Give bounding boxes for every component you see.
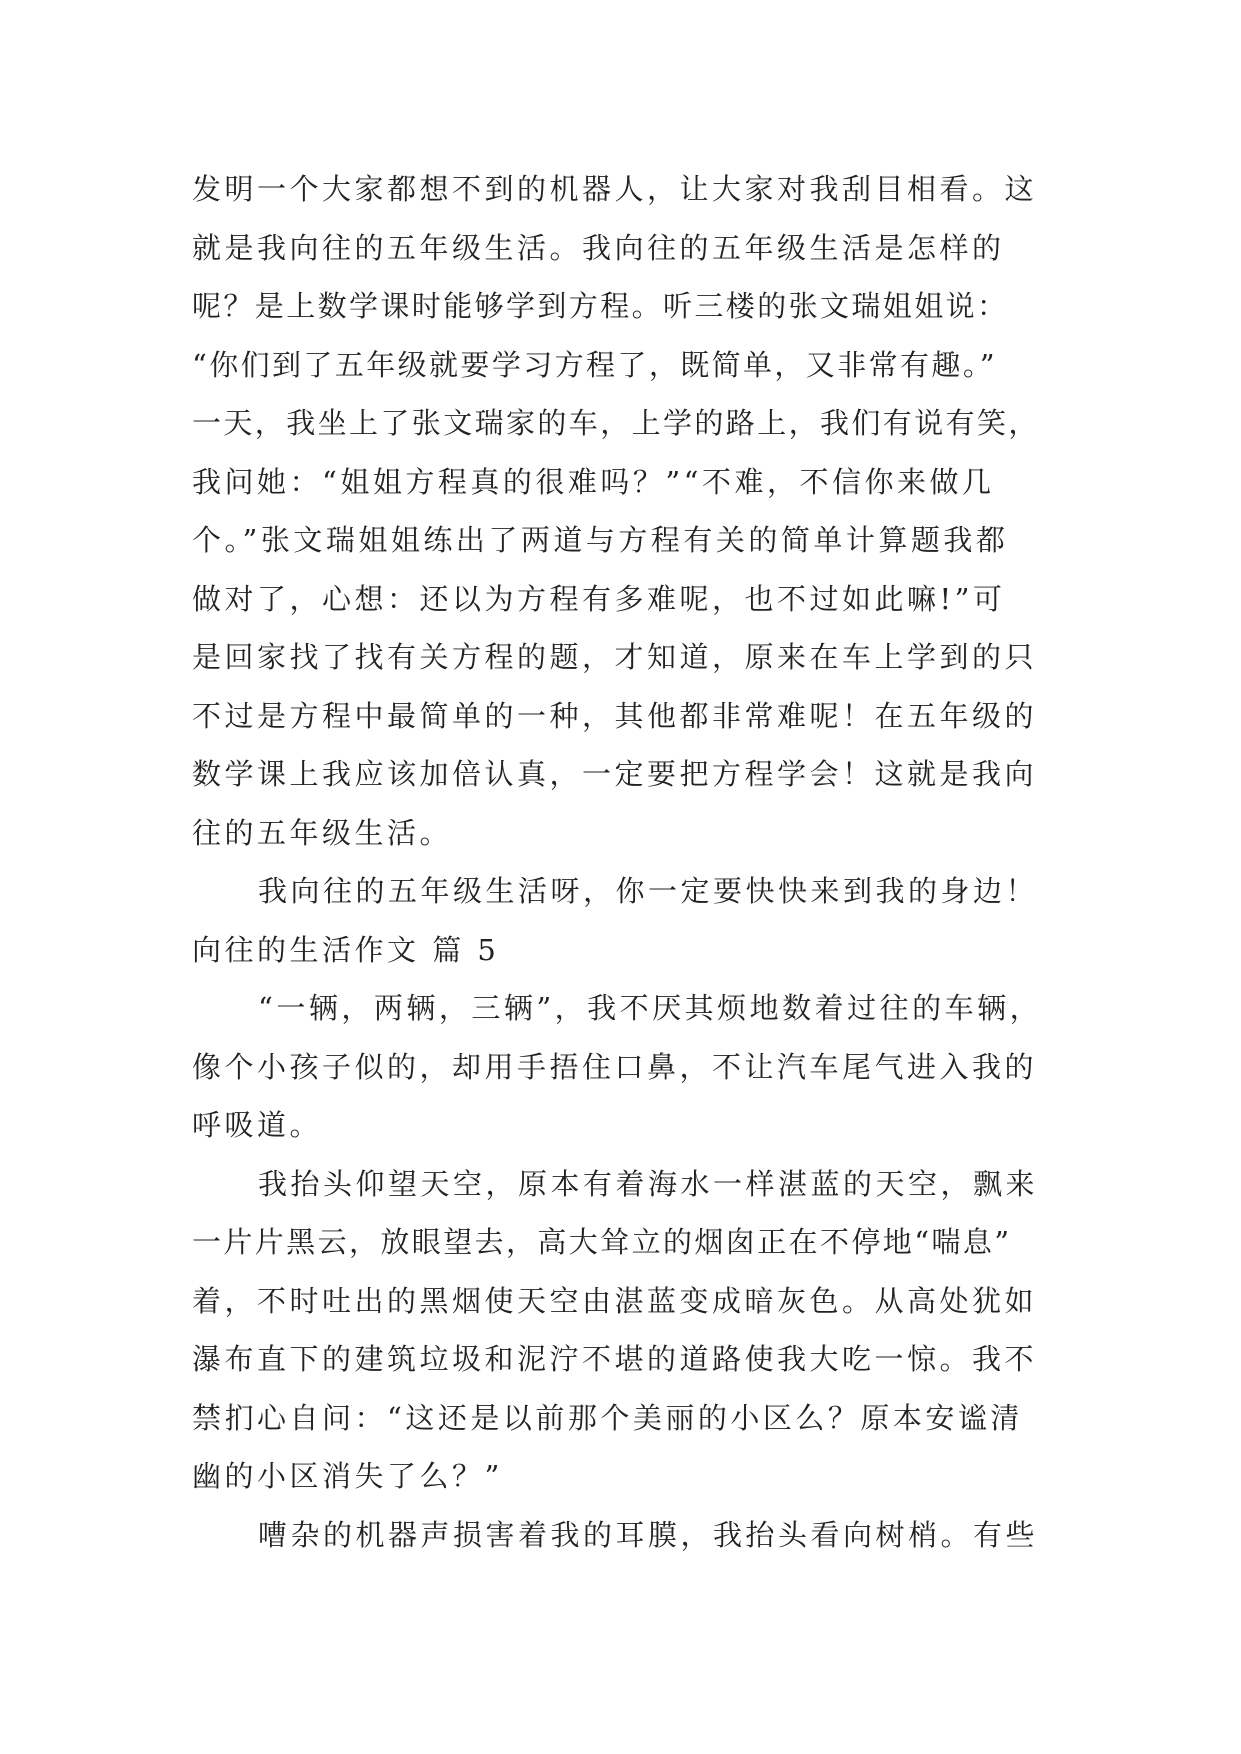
text-line: 一天，我坐上了张文瑞家的车，上学的路上，我们有说有笑，: [192, 406, 1040, 440]
text-line: “你们到了五年级就要学习方程了，既简单，又非常有趣。”: [192, 347, 997, 382]
text-line: 做对了，心想：还以为方程有多难呢，也不过如此嘛!”可: [192, 581, 1006, 616]
paragraph-first-line: 我抬头仰望天空，原本有着海水一样湛蓝的天空，飘来: [258, 1166, 1039, 1201]
text-line: 个。”张文瑞姐姐练出了两道与方程有关的简单计算题我都: [192, 523, 1009, 557]
text-line: 呼吸道。: [192, 1108, 323, 1142]
text-line: 像个小孩子似的，却用手捂住口鼻，不让汽车尾气进入我的: [192, 1049, 1038, 1084]
paragraph-first-line: “一辆，两辆，三辆”，我不厌其烦地数着过往的车辆，: [258, 991, 1043, 1025]
text-line: 一片片黑云，放眼望去，高大耸立的烟囱正在不停地“喘息”: [192, 1225, 1012, 1259]
text-line: 瀑布直下的建筑垃圾和泥泞不堪的道路使我大吃一惊。我不: [192, 1342, 1038, 1376]
text-line: 我问她：“姐姐方程真的很难吗？”“不难，不信你来做几: [192, 464, 995, 499]
paragraph-first-line: 我向往的五年级生活呀，你一定要快快来到我的身边！: [258, 874, 1039, 908]
text-line: 数学课上我应该加倍认真，一定要把方程学会！这就是我向: [192, 757, 1038, 791]
text-line: 不过是方程中最简单的一种，其他都非常难呢！在五年级的: [192, 698, 1038, 733]
text-line: 往的五年级生活。: [192, 815, 453, 850]
text-line: 呢？是上数学课时能够学到方程。听三楼的张文瑞姐姐说：: [192, 289, 1009, 323]
text-line: 就是我向往的五年级生活。我向往的五年级生活是怎样的: [192, 230, 1005, 265]
text-line: 是回家找了找有关方程的题，才知道，原来在车上学到的只: [192, 640, 1038, 674]
document-body: [192, 160, 1052, 1564]
text-line: 发明一个大家都想不到的机器人，让大家对我刮目相看。这: [192, 172, 1038, 206]
section-heading: 向往的生活作文 篇 5: [192, 932, 500, 967]
text-line: 幽的小区消失了么？”: [192, 1459, 503, 1493]
text-line: 禁扪心自问：“这还是以前那个美丽的小区么？原本安谧清: [192, 1400, 1023, 1435]
paragraph-first-line: 嘈杂的机器声损害着我的耳膜，我抬头看向树梢。有些: [258, 1517, 1039, 1552]
text-line: 着，不时吐出的黑烟使天空由湛蓝变成暗灰色。从高处犹如: [192, 1283, 1038, 1318]
